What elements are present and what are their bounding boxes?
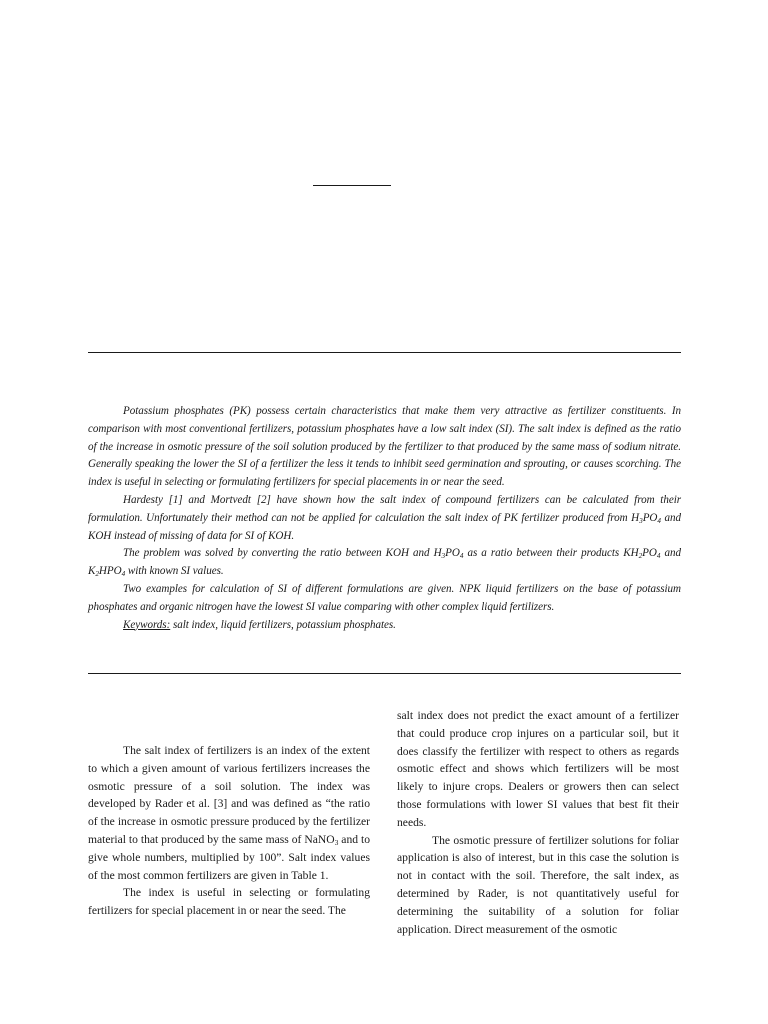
body-right-paragraph-1: salt index does not predict the exact amount of a fertilizer that could produce crop injures on a particular soil, but it does classify the fertilizer with respect to others as regards osmotic effect and shows which fertilizers will be most likely to injure crops. Dealers or growers then can select those formulations with lower SI values that best fit their needs. <box>397 709 679 829</box>
abstract-paragraph-2: Hardesty [1] and Mortvedt [2] have shown how the salt index of compound fertilizers can be calculated from their formulation. Unfortunately their method can not be applied for calculation the salt index of PK fertilizer produced from $H_3PO_4$ and KOH instead of missing of data for SI of KOH. <box>88 493 681 542</box>
body-left-paragraph-2: The index is useful in selecting or formulating fertilizers for special placement in or near the seed. The <box>88 886 370 918</box>
abstract-bottom-rule <box>88 673 681 674</box>
keywords-label: Keywords: <box>123 618 171 631</box>
body-column-right <box>397 707 679 938</box>
body-column-left <box>88 742 370 920</box>
abstract <box>88 403 681 634</box>
abstract-paragraph-3: The problem was solved by converting the ratio between KOH and $H_3PO_4$ as a ratio between their products $KH_2PO_4$ and $K_2HPO_4$ with known SI values. <box>88 547 681 579</box>
body-right-paragraph-2: The osmotic pressure of fertilizer solutions for foliar application is also of interest, but in this case the solution is not in contact with the soil. Therefore, the salt index, as determined by Rader, is not quantitatively useful for determining the suitability of a solution for foliar application. Direct measurement of the osmotic <box>397 833 679 936</box>
keywords-line <box>88 617 681 635</box>
abstract-paragraph-4: Two examples for calculation of SI of different formulations are given. NPK liquid fertilizers on the base of potassium phosphates and organic nitrogen have the lowest SI value comparing with other complex liquid fertilizers. <box>88 582 681 613</box>
keywords-text: salt index, liquid fertilizers, potassium phosphates. <box>170 618 396 631</box>
abstract-top-rule <box>88 352 681 353</box>
abstract-paragraph-1: Potassium phosphates (PK) possess certain characteristics that make them very attractive as fertilizer constituents. In comparison with most conventional fertilizers, potassium phosphates have a low salt index (SI). The salt index is defined as the ratio of the increase in osmotic pressure of the soil solution produced by the fertilizer to that produced by the same mass of sodium nitrate. Generally speaking the lower the SI of a fertilizer the less it tends to inhibit seed germination and sprouting, or causes scorching. The index is useful in selecting or formulating fertilizers for special placements in or near the seed. <box>88 405 681 489</box>
title-separator-rule <box>313 185 391 186</box>
body-left-paragraph-1: The salt index of fertilizers is an index of the extent to which a given amount of various fertilizers increases the osmotic pressure of a soil solution. The index was developed by Rader et al. [3] and was defined as “the ratio of the increase in osmotic pressure produced by the fertilizer material to that produced by the same mass of NaNO$_3$ and to give whole numbers, multiplied by 100”. Salt index values of the most common fertilizers are given in Table 1. <box>88 744 370 882</box>
